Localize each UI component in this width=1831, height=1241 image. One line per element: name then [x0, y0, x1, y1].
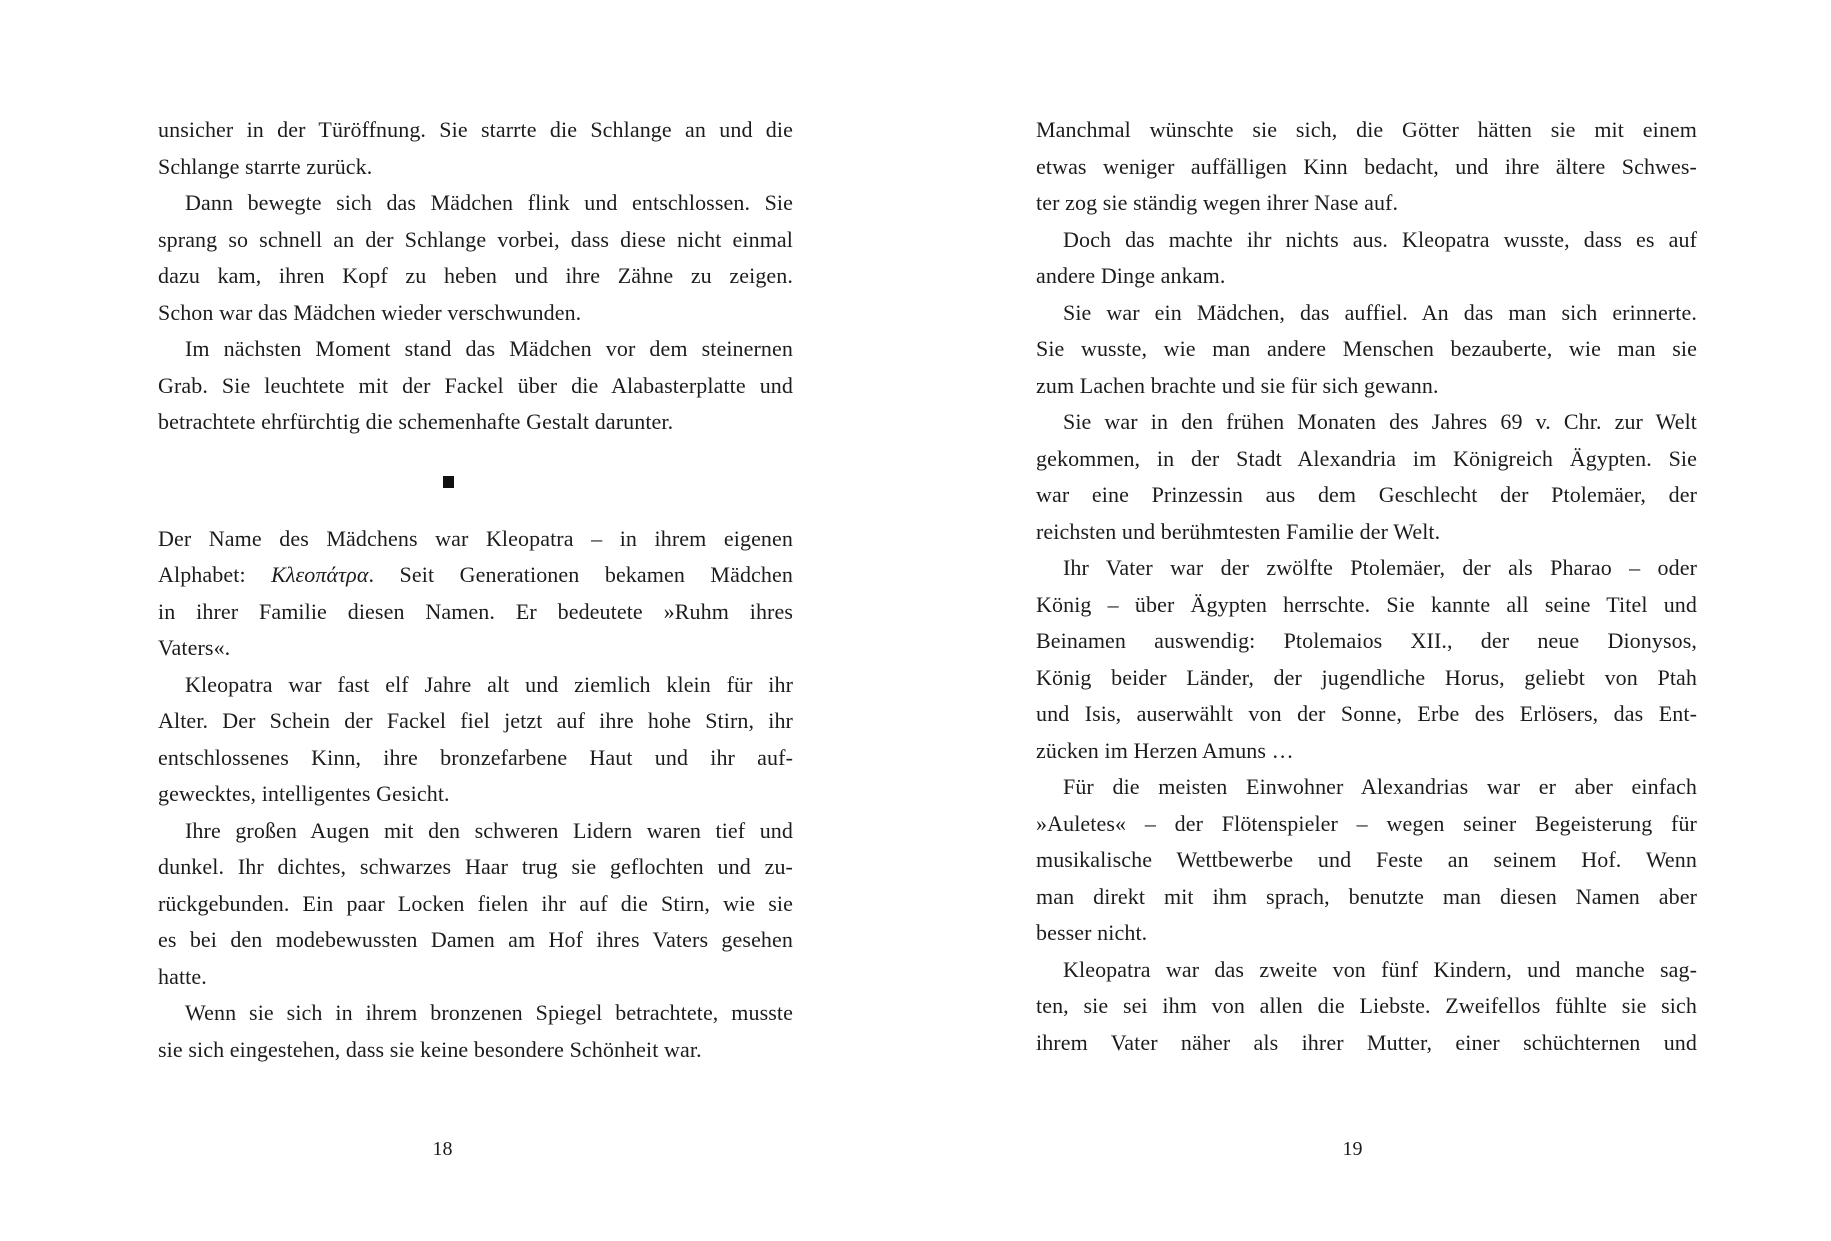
page-right-text-block — [1036, 112, 1697, 1061]
text-line: Dann bewegte sich das Mädchen flink und entschlossen. Sie — [185, 190, 793, 215]
text-line: betrachtete ehrfürchtig die schemenhafte Gestalt darunter. — [158, 409, 674, 434]
text-line: gekommen, in der Stadt Alexandria im Königreich Ägypten. Sie — [1036, 445, 1697, 471]
text-line: unsicher in der Türöffnung. Sie starrte die Schlange an und die — [158, 117, 793, 142]
section-break-square-icon — [443, 476, 454, 488]
section-break — [158, 441, 793, 521]
text-line: Ihre großen Augen mit den schweren Lidern waren tief und — [185, 817, 793, 843]
text-line: besser nicht. — [1036, 920, 1148, 945]
text-line: in ihrer Familie diesen Namen. Er bedeutete »Ruhm ihres — [158, 598, 793, 624]
text-line: Sie war ein Mädchen, das auffiel. An das man sich erinnerte. — [1063, 299, 1697, 325]
text-line: ter zog sie ständig wegen ihrer Nase auf. — [1036, 190, 1399, 215]
text-line: es bei den modebewussten Damen am Hof ihres Vaters gesehen — [158, 927, 793, 952]
greek-name-italic: Κλεοπάτρα — [271, 562, 369, 587]
text-line: reichsten und berühmtesten Familie der Welt. — [1036, 518, 1441, 544]
text-line: ten, sie sei ihm von allen die Liebste. Zweifellos fühlte sie sich — [1036, 993, 1697, 1018]
text-line: König beider Länder, der jugendliche Horus, geliebt von Ptah — [1036, 664, 1697, 690]
text-line: man direkt mit ihm sprach, benutzte man diesen Namen aber — [1036, 883, 1697, 909]
text-line: Der Name des Mädchens war Kleopatra – in ihrem eigenen — [158, 525, 793, 551]
text-line: war eine Prinzessin aus dem Geschlecht der Ptolemäer, der — [1036, 482, 1697, 507]
text-line: ihrem Vater näher als ihrer Mutter, einer schüchternen und — [1036, 1029, 1697, 1055]
text-line: Beinamen auswendig: Ptolemaios XII., der neue Dionysos, — [1036, 628, 1697, 653]
text-line: Vaters«. — [158, 635, 231, 660]
text-line: zum Lachen brachte und sie für sich gewann. — [1036, 372, 1439, 398]
text-line: hatte. — [158, 963, 207, 989]
page-left-text-block — [158, 112, 793, 1068]
page-left — [158, 112, 793, 1241]
text-line: dunkel. Ihr dichtes, schwarzes Haar trug sie geflochten und zu- — [158, 854, 793, 879]
text-line: rückgebunden. Ein paar Locken fielen ihr auf die Stirn, wie sie — [158, 890, 793, 916]
text-line: sie sich eingestehen, dass sie keine besondere Schönheit war. — [158, 1036, 702, 1062]
page-left-number: 18 — [432, 1138, 453, 1160]
text-line: Kleopatra war das zweite von fünf Kindern, und manche sag- — [1063, 956, 1697, 982]
text-line: »Auletes« – der Flötenspieler – wegen seiner Begeisterung für — [1036, 810, 1697, 836]
text-line: Wenn sie sich in ihrem bronzenen Spiegel betrachtete, musste — [185, 1000, 793, 1025]
text-line: andere Dinge ankam. — [1036, 263, 1226, 288]
text-line: Ihr Vater war der zwölfte Ptolemäer, der als Pharao – oder — [1063, 555, 1697, 580]
text-line: und Isis, auserwählt von der Sonne, Erbe des Erlösers, das Ent- — [1036, 701, 1697, 726]
text-line — [158, 557, 793, 594]
text-line: sprang so schnell an der Schlange vorbei, dass diese nicht einmal — [158, 226, 793, 252]
text-line: etwas weniger auffälligen Kinn bedacht, und ihre ältere Schwes- — [1036, 153, 1697, 179]
page-right-number: 19 — [1342, 1138, 1363, 1160]
text-line: dazu kam, ihren Kopf zu heben und ihre Zähne zu zeigen. — [158, 263, 793, 288]
page-right — [1036, 112, 1697, 1241]
text-run: Alphabet: — [158, 562, 272, 587]
text-line: zücken im Herzen Amuns … — [1036, 737, 1294, 763]
text-line: Schlange starrte zurück. — [158, 153, 373, 179]
text-line: entschlossenes Kinn, ihre bronzefarbene Haut und ihr auf- — [158, 744, 793, 770]
text-line: Im nächsten Moment stand das Mädchen vor dem steinernen — [185, 336, 793, 361]
text-line: Für die meisten Einwohner Alexandrias war er aber einfach — [1063, 774, 1697, 799]
text-line: Sie war in den frühen Monaten des Jahres 69 v. Chr. zur Welt — [1063, 409, 1697, 434]
text-line: König – über Ägypten herrschte. Sie kannte all seine Titel und — [1036, 591, 1697, 617]
text-line: Kleopatra war fast elf Jahre alt und ziemlich klein für ihr — [185, 671, 793, 697]
text-line: Manchmal wünschte sie sich, die Götter hätten sie mit einem — [1036, 117, 1697, 142]
text-line: Alter. Der Schein der Fackel fiel jetzt auf ihre hohe Stirn, ihr — [158, 708, 793, 733]
text-run: . Seit Generationen bekamen Mädchen — [368, 562, 793, 587]
text-line: musikalische Wettbewerbe und Feste an seinem Hof. Wenn — [1036, 847, 1697, 872]
text-line: gewecktes, intelligentes Gesicht. — [158, 781, 450, 806]
text-line: Sie wusste, wie man andere Menschen bezauberte, wie man sie — [1036, 336, 1697, 361]
text-line: Schon war das Mädchen wieder verschwunden. — [158, 299, 582, 325]
text-line: Grab. Sie leuchtete mit der Fackel über die Alabasterplatte und — [158, 372, 793, 398]
text-line: Doch das machte ihr nichts aus. Kleopatra wusste, dass es auf — [1063, 226, 1697, 252]
